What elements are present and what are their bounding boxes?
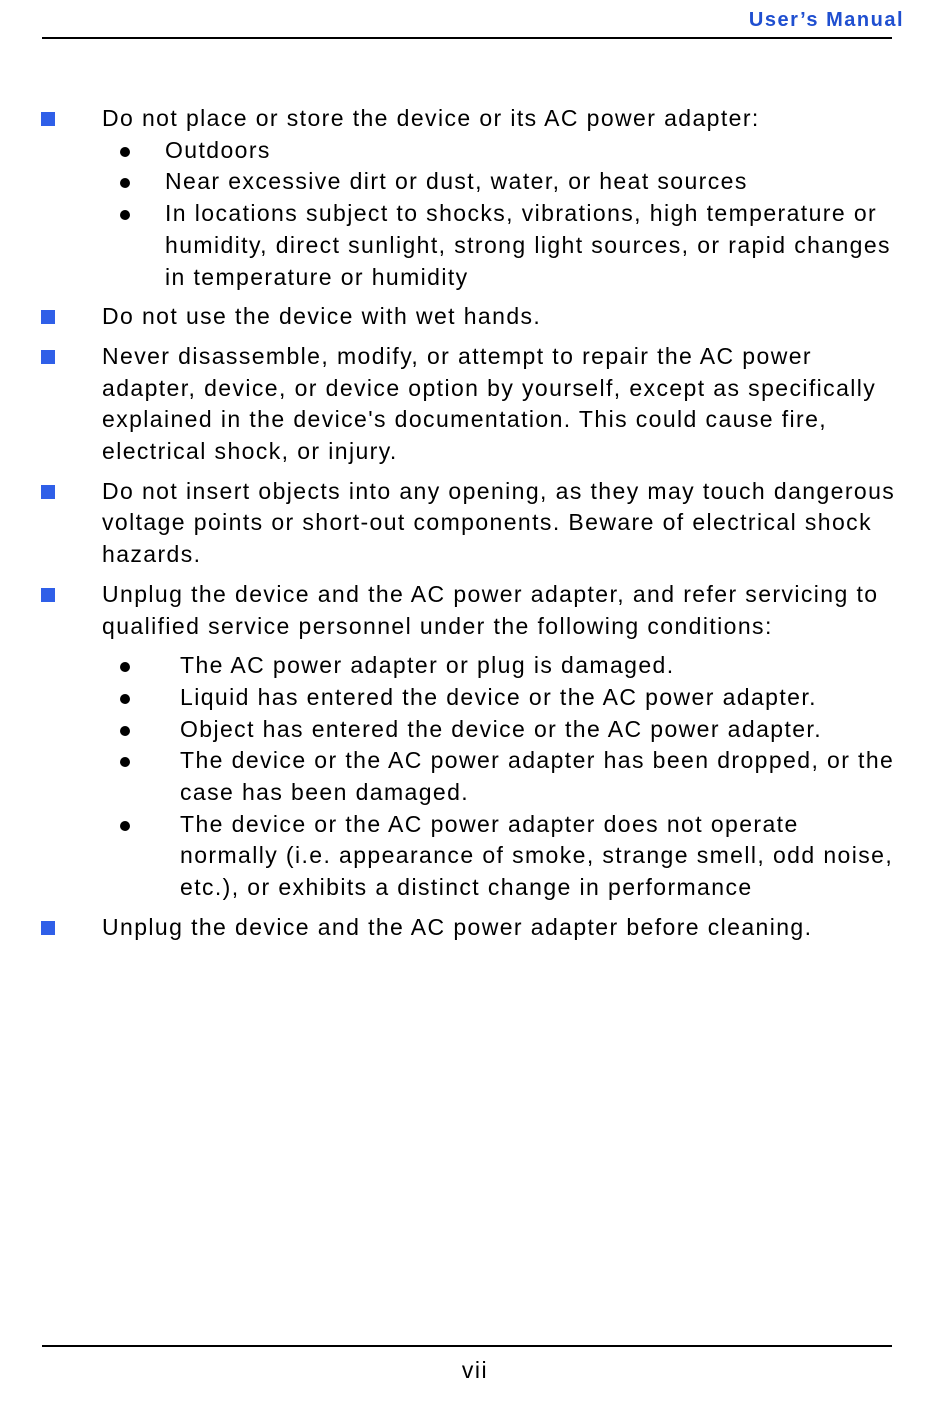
- safety-instructions-list: [0, 103, 950, 952]
- page-number: vii: [461, 1357, 489, 1383]
- bullet-item-wet-hands: [0, 301, 950, 333]
- sub-list-item: [102, 809, 902, 904]
- round-bullet-icon: [120, 178, 130, 188]
- bullet-text: Do not insert objects into any opening, as they may touch dangerous voltage points or short-out components. Beware of electrical shock hazards.: [102, 477, 896, 568]
- round-bullet-icon: [120, 757, 130, 767]
- sub-item-text: The device or the AC power adapter has been dropped, or the case has been damaged.: [180, 747, 895, 806]
- round-bullet-icon: [120, 147, 130, 157]
- sub-item-text: In locations subject to shocks, vibrations, high temperature or humidity, direct sunlight, strong light sources, or rapid changes in temperature or humidity: [165, 200, 891, 290]
- placement-conditions-list: [102, 135, 902, 294]
- bullet-text: Do not use the device with wet hands.: [102, 303, 542, 330]
- square-bullet-icon: [41, 112, 55, 126]
- servicing-conditions-list: [102, 650, 902, 904]
- sub-list-item: [102, 135, 902, 167]
- bullet-item-disassemble: [0, 341, 950, 468]
- sub-list-item: [102, 166, 902, 198]
- square-bullet-icon: [41, 310, 55, 324]
- round-bullet-icon: [120, 821, 130, 831]
- square-bullet-icon: [41, 485, 55, 499]
- sub-list-item: [102, 682, 902, 714]
- bullet-text: Unplug the device and the AC power adapter, and refer servicing to qualified service personnel under the following conditions:: [102, 580, 879, 639]
- sub-item-text: Near excessive dirt or dust, water, or heat sources: [165, 168, 748, 195]
- bullet-item-insert-objects: [0, 476, 950, 571]
- sub-item-text: Liquid has entered the device or the AC power adapter.: [180, 683, 817, 710]
- round-bullet-icon: [120, 726, 130, 736]
- bullet-item-placement: [0, 103, 950, 293]
- sub-item-text: Object has entered the device or the AC power adapter.: [180, 715, 823, 742]
- sub-list-item: [102, 650, 902, 682]
- bullet-item-cleaning: [0, 912, 950, 944]
- sub-item-text: The AC power adapter or plug is damaged.: [180, 652, 675, 679]
- sub-item-text: The device or the AC power adapter does not operate normally (i.e. appearance of smoke, strange smell, odd noise, etc.), or exhibits a distinct change in performance: [180, 810, 894, 901]
- round-bullet-icon: [120, 694, 130, 704]
- square-bullet-icon: [41, 921, 55, 935]
- round-bullet-icon: [120, 662, 130, 672]
- bullet-text: Do not place or store the device or its AC power adapter:: [102, 105, 760, 131]
- bullet-item-servicing: [0, 579, 950, 904]
- square-bullet-icon: [41, 350, 55, 364]
- sub-list-item: [102, 714, 902, 746]
- sub-list-item: [102, 198, 902, 293]
- square-bullet-icon: [41, 588, 55, 602]
- header-rule: [42, 37, 892, 39]
- round-bullet-icon: [120, 210, 130, 220]
- bullet-text: Never disassemble, modify, or attempt to repair the AC power adapter, device, or device option by yourself, except as specifically explained in the device's documentation. This could cause fire, electrical shock, or injury.: [102, 342, 877, 465]
- sub-item-text: Outdoors: [165, 136, 271, 163]
- running-header-title: User’s Manual: [748, 9, 904, 31]
- footer-rule: [42, 1345, 892, 1347]
- sub-list-item: [102, 745, 902, 808]
- bullet-text: Unplug the device and the AC power adapter before cleaning.: [102, 913, 813, 940]
